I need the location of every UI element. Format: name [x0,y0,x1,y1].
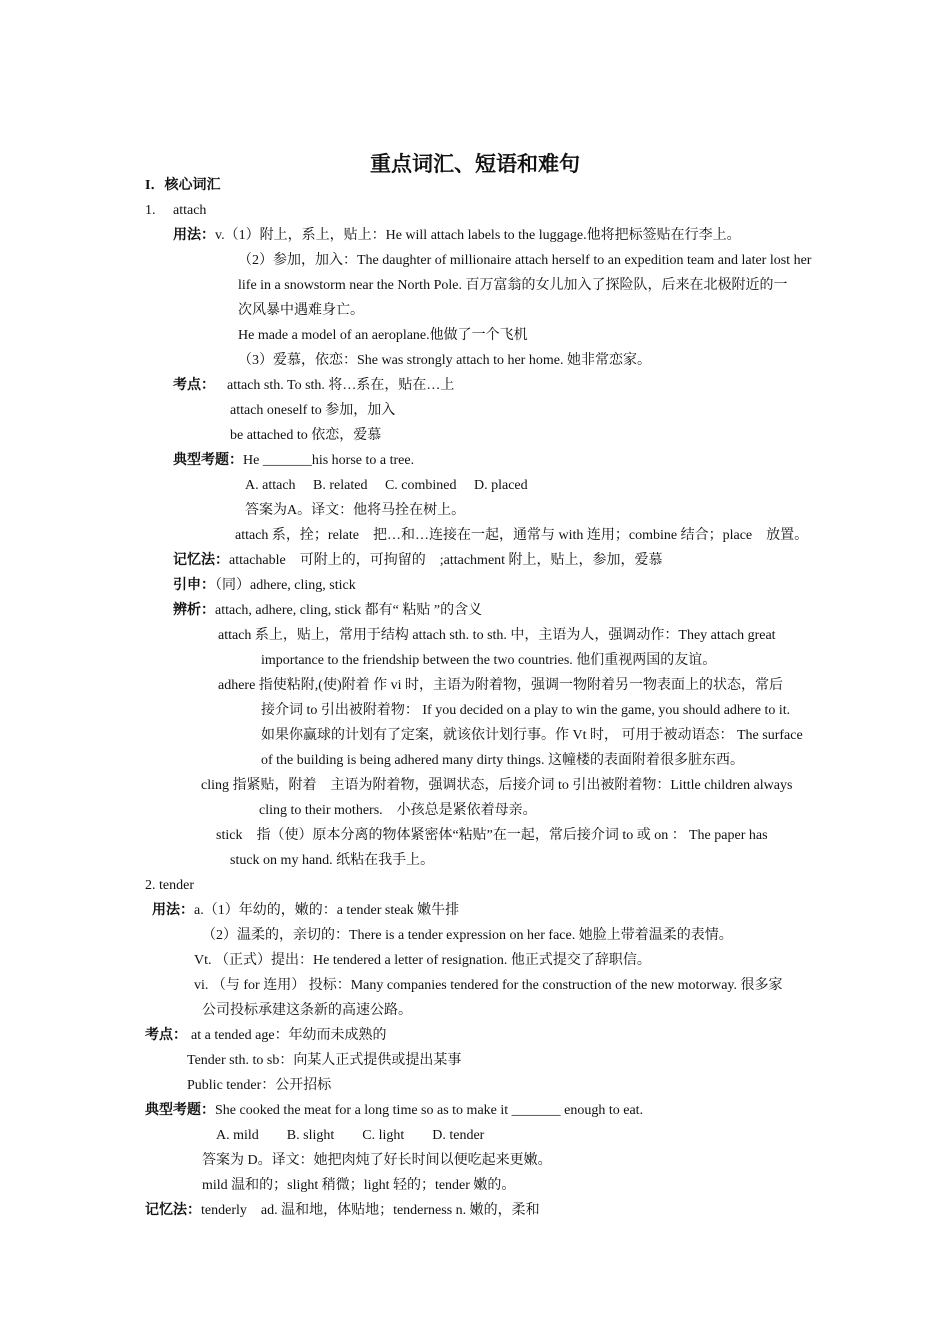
memory-text: attachable 可附上的，可拘留的 ;attachment 附上，贴上，参加，爱慕 [229,553,663,568]
memory-line [173,551,663,571]
kaodian-item: attach oneself to 参加，加入 [230,403,396,418]
usage-text: life in a snowstorm near the North Pole. 百万富翁的女儿加入了探险队，后来在北极附近的一 [238,278,788,293]
distinction-cling: cling to their mothers. 小孩总是紧依着母亲。 [259,803,537,818]
usage-text: v.（1）附上，系上，贴上：He will attach labels to the luggage.他将把标签贴在行李上。 [215,228,741,243]
kaodian-item: Tender sth. to sb：向某人正式提供或提出某事 [187,1053,462,1068]
kaodian-item: be attached to 依恋，爱慕 [230,428,382,443]
question-label: 典型考题： [173,453,243,468]
distinction-adhere: 接介词 to 引出被附着物： If you decided on a play to win the game, you should adhere to it. [261,703,791,718]
usage-text: 公司投标承建这条新的高速公路。 [202,1003,412,1018]
memory-line [145,1201,540,1221]
question-explanation: mild 温和的；slight 稍微；light 轻的；tender 嫩的。 [202,1178,516,1193]
distinction-adhere: 如果你赢球的计划有了定案，就该依计划行事。作 Vt 时， 可用于被动语态： The surface [261,728,803,743]
kaodian-item: at a tended age：年幼而未成熟的 [191,1028,387,1043]
distinction-label: 辨析： [173,603,215,618]
question-text: He _______his horse to a tree. [243,453,415,468]
question-options: A. attach B. related C. combined D. placed [245,478,528,493]
question-label: 典型考题： [145,1103,215,1118]
page-title: 重点词汇、短语和难句 [370,151,580,176]
distinction-line [173,601,482,621]
distinction-adhere: adhere 指使粘附,(使)附着 作 vi 时，主语为附着物，强调一物附着另一物表面上的状态，常后 [218,678,784,693]
kaodian-item: attach sth. To sth. 将…系在，贴在…上 [227,378,455,393]
memory-label: 记忆法： [145,1203,201,1218]
word-heading-attach: 1. attach [145,203,207,218]
word-heading-tender: 2. tender [145,878,194,893]
memory-label: 记忆法： [173,553,229,568]
question-line [173,451,414,471]
distinction-text: attach, adhere, cling, stick 都有“ 粘贴 ”的含义 [215,603,483,618]
kaodian-item: Public tender：公开招标 [187,1078,332,1093]
distinction-attach: importance to the friendship between the two countries. 他们重视两国的友谊。 [261,653,717,668]
usage-text: （2）温柔的，亲切的：There is a tender expression on her face. 她脸上带着温柔的表情。 [202,928,733,943]
distinction-stick: stuck on my hand. 纸粘在我手上。 [230,853,435,868]
question-answer: 答案为 D。译文：她把肉炖了好长时间以便吃起来更嫩。 [202,1153,552,1168]
usage-line [152,901,459,921]
usage-label: 用法： [173,228,215,243]
usage-text: vi. （与 for 连用） 投标：Many companies tendered for the construction of the new motorway. 很多家 [194,978,783,993]
kaodian-label: 考点： [145,1028,187,1043]
memory-text: tenderly ad. 温和地，体贴地；tenderness n. 嫩的，柔和 [201,1203,540,1218]
question-line [145,1101,643,1121]
extension-line [173,576,356,596]
section-heading: I．核心词汇 [145,178,221,193]
distinction-attach: attach 系上，贴上，常用于结构 attach sth. to sth. 中，主语为人，强调动作：They attach great [218,628,776,643]
usage-label: 用法： [152,903,194,918]
distinction-stick: stick 指（使）原本分离的物体紧密体“粘贴”在一起，常后接介词 to 或 on ： The paper has [216,828,768,843]
usage-text: （3）爱慕，依恋：She was strongly attach to her home. 她非常恋家。 [238,353,651,368]
usage-text: a.（1）年幼的，嫩的：a tender steak 嫩牛排 [194,903,460,918]
usage-text: 次风暴中遇难身亡。 [238,303,364,318]
usage-text: He made a model of an aeroplane.他做了一个飞机 [238,328,528,343]
extension-text: （同）adhere, cling, stick [215,578,356,593]
question-answer: 答案为A。译文：他将马拴在树上。 [245,503,466,518]
kaodian-label: 考点： [173,378,215,393]
question-options: A. mild B. slight C. light D. tender [216,1128,485,1143]
distinction-cling: cling 指紧贴，附着 主语为附着物，强调状态，后接介词 to 引出被附着物：Little children always [201,778,793,793]
question-text: She cooked the meat for a long time so as to make it _______ enough to eat. [215,1103,644,1118]
usage-text: （2）参加，加入：The daughter of millionaire attach herself to an expedition team and later lost her [238,253,812,268]
extension-label: 引申： [173,578,215,593]
question-explanation: attach 系，拴；relate 把…和…连接在一起，通常与 with 连用；combine 结合；place 放置。 [235,528,809,543]
distinction-adhere: of the building is being adhered many dirty things. 这幢楼的表面附着很多脏东西。 [261,753,744,768]
usage-line [173,226,741,246]
usage-text: Vt. （正式）提出：He tendered a letter of resignation. 他正式提交了辞职信。 [194,953,651,968]
